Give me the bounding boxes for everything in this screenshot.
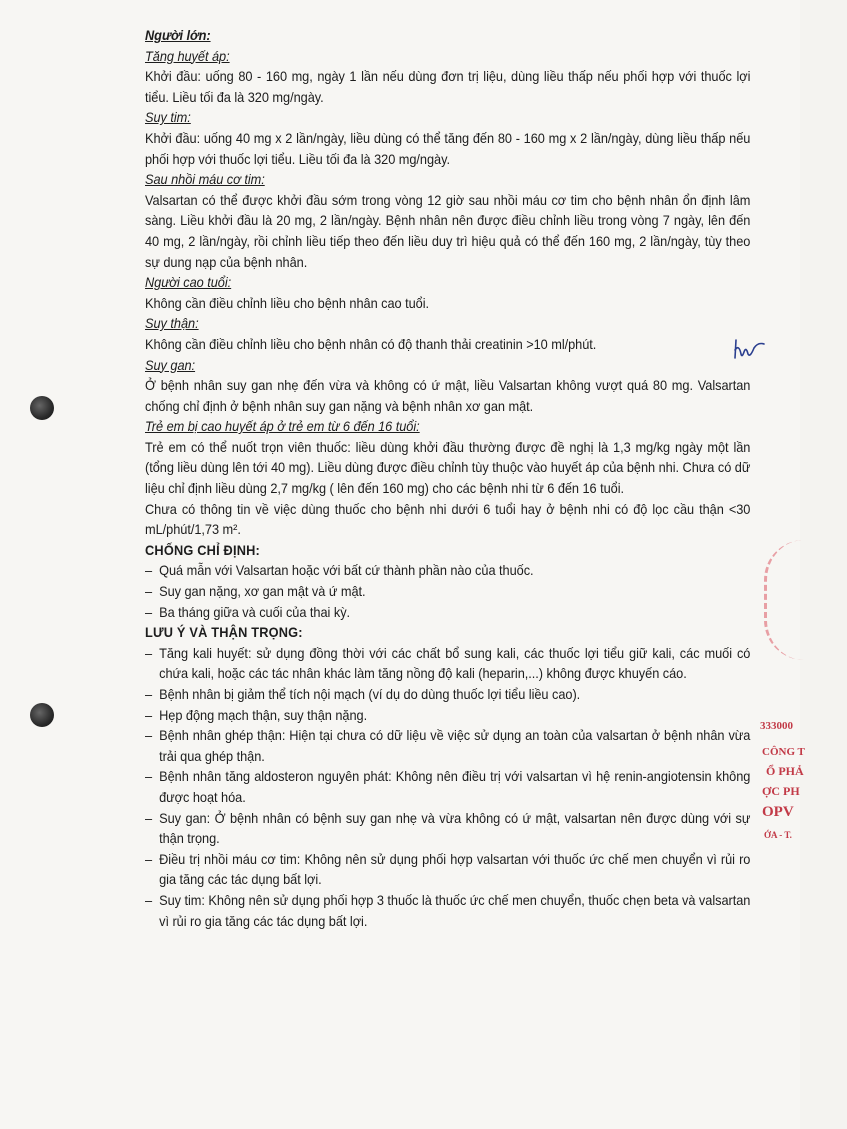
- paragraph-tang-huyet-ap: Khởi đầu: uống 80 - 160 mg, ngày 1 lần nếu dùng đơn trị liệu, dùng liều thấp nếu phối hợp với thuốc lợi tiểu. Liều tối đa là 320 mg/ngày.: [145, 69, 751, 105]
- list-item: – Suy gan nặng, xơ gan mật và ứ mật.: [145, 582, 750, 603]
- list-item: – Suy tim: Không nên sử dụng phối hợp 3 thuốc là thuốc ức chế men chuyển, thuốc chẹn beta và valsartan vì rủi ro gia tăng các tác dụng bất lợi.: [145, 891, 750, 932]
- subheading-nhoi-mau-co-tim: Sau nhồi máu cơ tim:: [145, 172, 265, 188]
- document-body: [145, 26, 750, 932]
- list-item: – Bệnh nhân ghép thận: Hiện tại chưa có dữ liệu về việc sử dụng an toàn của valsartan ở bệnh nhân vừa trải qua ghép thận.: [145, 726, 750, 767]
- list-item: – Suy gan: Ở bệnh nhân có bệnh suy gan nhẹ và vừa không có ứ mật, valsartan nên được dùng với sự thận trọng.: [145, 809, 750, 850]
- list-item: – Bệnh nhân bị giảm thể tích nội mạch (ví dụ do dùng thuốc lợi tiểu liều cao).: [145, 685, 750, 706]
- section-title-chong-chi-dinh: CHỐNG CHỈ ĐỊNH:: [145, 542, 260, 558]
- paragraph-suy-tim: Khởi đầu: uống 40 mg x 2 lần/ngày, liều dùng có thể tăng đến 80 - 160 mg x 2 lần/ngày, dùng liều thấp nếu phối hợp với thuốc lợi tiểu. Liều tối đa là 320 mg/ngày.: [145, 130, 751, 167]
- list-item: – Quá mẫn với Valsartan hoặc với bất cứ thành phần nào của thuốc.: [145, 561, 750, 582]
- section-title-luu-y: LƯU Ý VÀ THẬN TRỌNG:: [145, 625, 303, 641]
- subheading-suy-than: Suy thận:: [145, 316, 199, 332]
- stamp-line: ỚA - T.: [764, 830, 792, 840]
- punch-hole-bottom: [30, 703, 54, 727]
- paragraph-tre-em-2: Chưa có thông tin về việc dùng thuốc cho bệnh nhi dưới 6 tuổi hay ở bệnh nhi có độ lọc cầu thận <30 mL/phút/1,73 m².: [145, 501, 751, 538]
- paragraph-suy-gan: Ở bệnh nhân suy gan nhẹ đến vừa và không có ứ mật, liều Valsartan không vượt quá 80 mg. Valsartan chống chỉ định ở bệnh nhân suy gan nặng và bệnh nhân xơ gan mật.: [145, 378, 751, 414]
- paragraph-suy-than: Không cần điều chỉnh liều cho bệnh nhân có độ thanh thải creatinin >10 ml/phút.: [145, 336, 597, 352]
- list-item: – Tăng kali huyết: sử dụng đồng thời với các chất bổ sung kali, các thuốc lợi tiểu giữ kali, các muối có chứa kali, hoặc các tác nhân khác làm tăng nồng độ kali (heparin,...) không được khuyến cáo.: [145, 644, 750, 685]
- subheading-nguoi-cao-tuoi: Người cao tuổi:: [145, 275, 232, 291]
- stamp-line: 333000: [760, 720, 793, 732]
- list-item: – Bệnh nhân tăng aldosteron nguyên phát: Không nên điều trị với valsartan vì hệ renin-angiotensin không được hoạt hóa.: [145, 767, 750, 808]
- list-item: – Ba tháng giữa và cuối của thai kỳ.: [145, 603, 750, 624]
- subheading-suy-tim: Suy tim:: [145, 110, 191, 126]
- stamp-line: ỢC PH: [762, 784, 800, 798]
- list-item: – Hẹp động mạch thận, suy thận nặng.: [145, 706, 750, 727]
- stamp-ring-decoration: [764, 540, 847, 660]
- paragraph-nhoi-mau-co-tim: Valsartan có thể được khởi đầu sớm trong vòng 12 giờ sau nhồi máu cơ tim cho bệnh nhân ổn định lâm sàng. Liều khởi đầu là 20 mg, 2 lần/ngày. Bệnh nhân nên được điều chỉnh liều trong vòng 7 ngày, lên đến 40 mg, 2 lần/ngày, rồi chỉnh liều tiếp theo đến liều duy trì hiệu quả có thể đến 160 mg, 2 lần/ngày, tùy theo sự dung nạp của bệnh nhân.: [145, 192, 751, 270]
- list-item: – Điều trị nhồi máu cơ tim: Không nên sử dụng phối hợp valsartan với thuốc ức chế men chuyển vì rủi ro gia tăng các tác dụng bất lợi.: [145, 850, 750, 891]
- subheading-suy-gan: Suy gan:: [145, 357, 196, 373]
- subheading-tre-em: Trẻ em bị cao huyết áp ở trẻ em từ 6 đến 16 tuổi:: [145, 419, 420, 435]
- company-stamp: [750, 540, 805, 860]
- punch-hole-top: [30, 396, 54, 420]
- paragraph-nguoi-cao-tuoi: Không cần điều chỉnh liều cho bệnh nhân cao tuổi.: [145, 295, 430, 311]
- list-chong-chi-dinh: [145, 561, 750, 623]
- stamp-line: OPV: [762, 804, 794, 820]
- paragraph-tre-em-1: Trẻ em có thể nuốt trọn viên thuốc: liều dùng khởi đầu thường được đề nghị là 1,3 mg/kg ngày một lần (tổng liều dùng lên tới 40 mg). Liều dùng được điều chỉnh tùy thuộc vào huyết áp của bệnh nhi. Chưa có dữ liệu chỉ định liều dùng 2,7 mg/kg ( lên đến 160 mg) cho các bệnh nhi từ 6 đến 16 tuổi.: [145, 439, 751, 497]
- list-luu-y: [145, 644, 750, 932]
- stamp-line: Ổ PHẢ: [766, 764, 804, 778]
- stamp-line: CÔNG T: [762, 746, 805, 758]
- heading-nguoi-lon: Người lớn:: [145, 28, 211, 43]
- subheading-tang-huyet-ap: Tăng huyết áp:: [145, 48, 230, 64]
